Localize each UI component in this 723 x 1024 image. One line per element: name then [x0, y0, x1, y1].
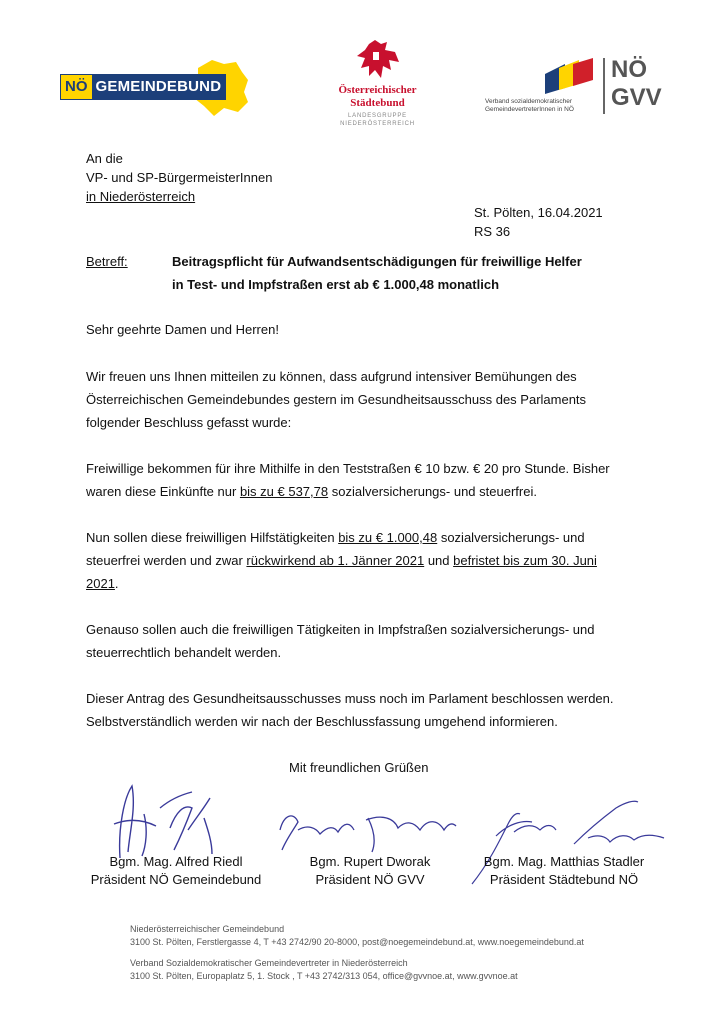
signature-dworak: [272, 800, 462, 856]
p3-line-1: [86, 527, 585, 549]
p1-line-2: Österreichischen Gemeindebundes gestern im Gesundheitsausschuss des Parlaments: [86, 392, 587, 407]
p1-line-1: Wir freuen uns Ihnen mitteilen zu können, dass aufgrund intensiver Bemühungen des: [86, 369, 577, 384]
p2-text-c: sozialversicherungs- und steuerfrei.: [328, 484, 537, 499]
place-date: St. Pölten, 16.04.2021: [474, 205, 603, 220]
signatory-1-name: Bgm. Mag. Alfred Riedl: [109, 854, 243, 869]
staedtebund-title: [325, 84, 430, 110]
p3-period: .: [114, 576, 119, 591]
footer-org-1: Niederösterreichischer Gemeindebund: [130, 924, 285, 934]
gvv-emblem-icon: [543, 58, 599, 96]
signature-riedl: [100, 768, 240, 864]
signatory-3-name: Bgm. Mag. Matthias Stadler: [483, 854, 645, 869]
gemeindebund-wordmark: [60, 74, 226, 100]
p2-line-2: [86, 481, 537, 503]
p2-line-1: Freiwillige bekommen für ihre Mithilfe in den Teststraßen € 10 bzw. € 20 pro Stunde. Bisher: [86, 461, 610, 476]
p4-line-2: steuerrechtlich behandelt werden.: [86, 645, 282, 660]
p5-line-1: Dieser Antrag des Gesundheitsausschusses muss noch im Parlament beschlossen werden.: [86, 691, 614, 706]
p5-line-2: Selbstverständlich werden wir nach der Beschlussfassung umgehend informieren.: [86, 714, 558, 729]
subject-label-text: Betreff:: [86, 254, 128, 269]
footer-address-2: 3100 St. Pölten, Europaplatz 5, 1. Stock , T +43 2742/313 054, office@gvvnoe.at, www.gvvnoe.at: [130, 971, 518, 981]
p1-line-3: folgender Beschluss gefasst wurde:: [86, 415, 292, 430]
gvv-line2: GVV: [611, 84, 662, 111]
staedtebund-line1: Österreichischer: [338, 84, 417, 96]
p3-retroactive: rückwirkend ab 1. Jänner 2021: [246, 553, 425, 568]
p2-text-a: waren diese Einkünfte nur: [86, 484, 240, 499]
noe-gemeindebund-logo: [60, 58, 250, 118]
p3-text-a: Nun sollen diese freiwilligen Hilfstätigkeiten: [86, 530, 339, 545]
p3-text-d: steuerfrei werden und zwar: [86, 553, 247, 568]
gvv-caption: [485, 98, 603, 114]
p3-text-e: und: [424, 553, 454, 568]
p3-limited-until: befristet bis zum 30. Juni: [453, 553, 597, 568]
staedtebund-sub2: NIEDERÖSTERREICH: [340, 121, 415, 127]
recipient-region: in Niederösterreich: [86, 189, 196, 204]
staedtebund-eagle-icon: [355, 40, 401, 82]
recipient-line-2: VP- und SP-BürgermeisterInnen: [86, 170, 273, 185]
staedtebund-subtitle: [325, 112, 430, 128]
staedtebund-sub1: LANDESGRUPPE: [348, 113, 407, 119]
signatory-2-title: Präsident NÖ GVV: [315, 872, 425, 887]
recipient-line-1: An die: [86, 151, 123, 166]
p2-limit-old: bis zu € 537,78: [239, 484, 329, 499]
signatory-3-title: Präsident Städtebund NÖ: [489, 872, 639, 887]
noe-gvv-logo: [485, 50, 680, 120]
subject-label: [86, 251, 128, 273]
footer-address-1: 3100 St. Pölten, Ferstlergasse 4, T +43 2742/90 20-8000, post@noegemeindebund.at, www.noegemeindebund.at: [130, 937, 584, 947]
gvv-wordmark: [611, 56, 662, 112]
p3-limit-new: bis zu € 1.000,48: [338, 530, 438, 545]
staedtebund-line2: Städtebund: [350, 97, 405, 109]
gvv-divider: [603, 58, 605, 114]
subject-line-2: in Test- und Impfstraßen erst ab € 1.000,48 monatlich: [172, 277, 500, 292]
p4-line-1: Genauso sollen auch die freiwilligen Tätigkeiten in Impfstraßen sozialversicherungs- und: [86, 622, 595, 637]
gvv-caption2: GemeindevertreterInnen in NÖ: [485, 106, 574, 113]
recipient-line-3: [86, 186, 195, 208]
p3-line-2: [86, 550, 597, 572]
gvv-caption1: Verband sozialdemokratischer: [485, 98, 573, 105]
p3-line-3: [86, 573, 119, 595]
gvv-line1: NÖ: [611, 56, 647, 83]
footer-org-2: Verband Sozialdemokratischer Gemeindevertreter in Niederösterreich: [130, 958, 408, 968]
reference-number: RS 36: [474, 224, 511, 239]
staedtebund-logo: [325, 40, 430, 135]
salutation: Sehr geehrte Damen und Herren!: [86, 322, 279, 337]
subject-line-1: Beitragspflicht für Aufwandsentschädigungen für freiwillige Helfer: [172, 254, 582, 269]
gemeindebund-prefix: NÖ: [61, 75, 92, 99]
signatory-1-title: Präsident NÖ Gemeindebund: [90, 872, 262, 887]
p3-text-c: sozialversicherungs- und: [437, 530, 585, 545]
signatory-2-name: Bgm. Rupert Dworak: [309, 854, 431, 869]
p3-year: 2021: [86, 576, 115, 591]
gemeindebund-name: GEMEINDEBUND: [95, 78, 222, 95]
closing-greeting: Mit freundlichen Grüßen: [289, 760, 429, 775]
